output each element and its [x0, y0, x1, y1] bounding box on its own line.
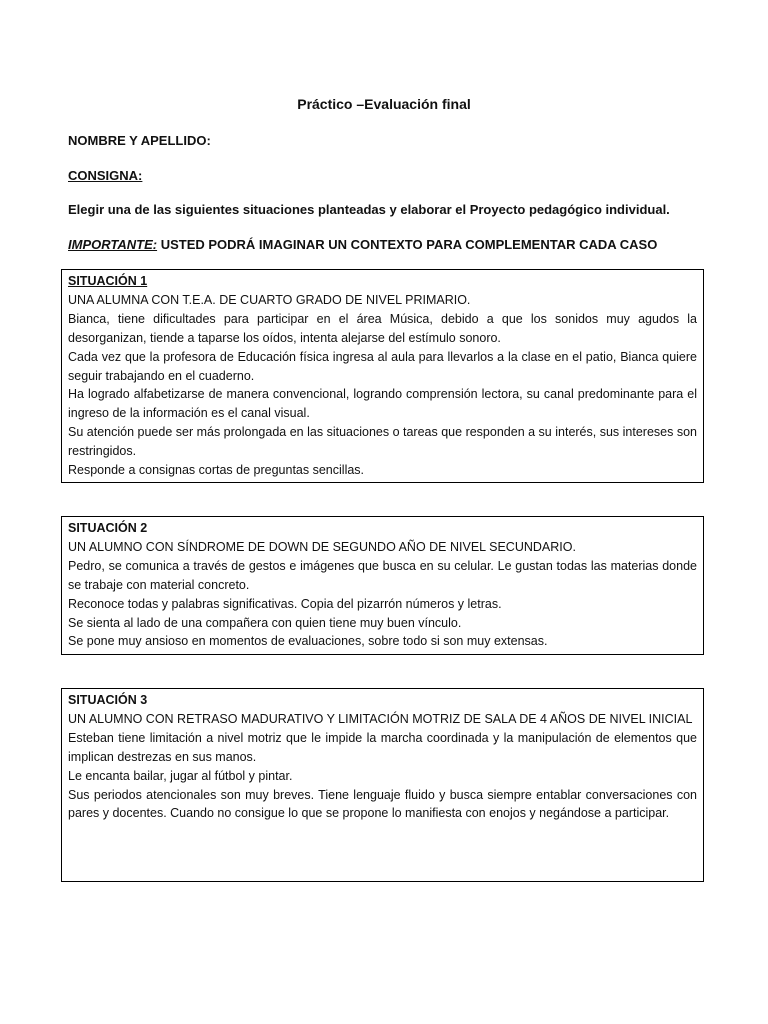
- situation-3-paragraph: Esteban tiene limitación a nivel motriz que le impide la marcha coordinada y la manipulación de elementos que implican destrezas en sus manos.: [68, 730, 697, 764]
- situation-2-paragraph: Se pone muy ansioso en momentos de evaluaciones, sobre todo si son muy extensas.: [68, 634, 548, 649]
- name-label: NOMBRE Y APELLIDO:: [68, 133, 211, 148]
- important-label: IMPORTANTE:: [68, 237, 158, 252]
- situation-1-subtitle: UNA ALUMNA CON T.E.A. DE CUARTO GRADO DE NIVEL PRIMARIO.: [68, 292, 471, 307]
- situation-2-paragraph: Se sienta al lado de una compañera con quien tiene muy buen vínculo.: [68, 615, 462, 630]
- situation-3-paragraph: Sus periodos atencionales son muy breves. Tiene lenguaje fluido y busca siempre entablar conversaciones con pares y docentes. Cuando no consigue lo que se propone lo manifiesta con enojos y negándose a participar.: [68, 787, 697, 821]
- situation-2-heading: SITUACIÓN 2: [68, 521, 148, 535]
- situation-1-paragraph: Cada vez que la profesora de Educación física ingresa al aula para llevarlos a la clase en el patio, Bianca quiere seguir trabajando en el cuaderno.: [68, 349, 697, 383]
- situation-3-box: [61, 688, 704, 882]
- important-note: [68, 237, 657, 252]
- important-text: USTED PODRÁ IMAGINAR UN CONTEXTO PARA COMPLEMENTAR CADA CASO: [157, 237, 658, 252]
- situation-1-paragraph: Bianca, tiene dificultades para participar en el área Música, debido a que los sonidos muy agudos la desorganizan, tiende a taparse los oídos, intenta alejarse del estímulo sonoro.: [68, 311, 697, 345]
- consigna-label: CONSIGNA:: [68, 168, 143, 183]
- situation-3-paragraph: Le encanta bailar, jugar al fútbol y pintar.: [68, 768, 293, 783]
- situation-2-paragraph: Pedro, se comunica a través de gestos e imágenes que busca en su celular. Le gustan todas las materias donde se trabaje con material concreto.: [68, 558, 697, 592]
- situation-1-heading: SITUACIÓN 1: [68, 274, 148, 288]
- instruction-text: Elegir una de las siguientes situaciones planteadas y elaborar el Proyecto pedagógico individual.: [68, 202, 670, 217]
- situation-1-paragraph: Responde a consignas cortas de preguntas sencillas.: [68, 463, 365, 478]
- situation-1-paragraph: Ha logrado alfabetizarse de manera convencional, logrando comprensión lectora, su canal predominante para el ingreso de la información es el canal visual.: [68, 387, 697, 421]
- situation-2-box: [61, 516, 704, 655]
- situation-3-subtitle: UN ALUMNO CON RETRASO MADURATIVO Y LIMITACIÓN MOTRIZ DE SALA DE 4 AÑOS DE NIVEL INICIAL: [68, 711, 693, 726]
- document-title: Práctico –Evaluación final: [297, 96, 471, 112]
- situation-1-paragraph: Su atención puede ser más prolongada en las situaciones o tareas que responden a su interés, sus intereses son restringidos.: [68, 425, 697, 459]
- situation-1-box: [61, 269, 704, 483]
- situation-3-heading: SITUACIÓN 3: [68, 693, 148, 707]
- situation-2-paragraph: Reconoce todas y palabras significativas. Copia del pizarrón números y letras.: [68, 596, 502, 611]
- situation-2-subtitle: UN ALUMNO CON SÍNDROME DE DOWN DE SEGUNDO AÑO DE NIVEL SECUNDARIO.: [68, 539, 576, 554]
